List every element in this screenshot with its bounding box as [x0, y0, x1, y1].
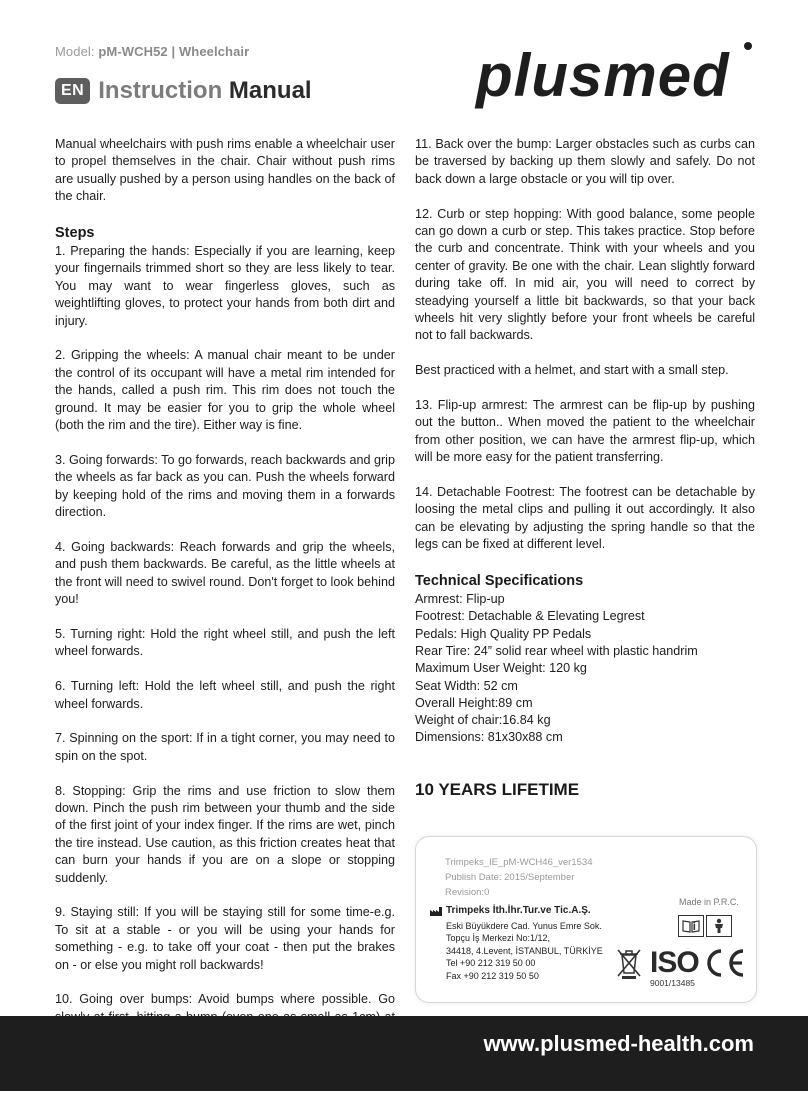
symbols-row	[678, 915, 734, 937]
language-badge: EN	[55, 78, 90, 104]
spec-item: Seat Width: 52 cm	[415, 678, 518, 693]
right-column	[415, 136, 755, 798]
logo-text: plusmed	[476, 42, 730, 109]
step-paragraph: 7. Spinning on the sport: If in a tight corner, you may need to spin on the spot.	[55, 731, 395, 763]
title-light: Instruction	[98, 77, 223, 104]
intro-paragraph: Manual wheelchairs with push rims enable a wheelchair user to propel themselves in the chair. Chair without push rims are usually pushed by a person using handles on the back of the chair.	[55, 137, 395, 204]
step-paragraph: 6. Turning left: Hold the left wheel still, and push the right wheel forwards.	[55, 679, 395, 711]
spec-item: Overall Height:89 cm	[415, 695, 533, 710]
model-type: Wheelchair	[178, 44, 250, 59]
phone-line: Tel +90 212 319 50 00	[446, 958, 536, 969]
step-paragraph: 5. Turning right: Hold the right wheel still, and push the left wheel forwards.	[55, 626, 395, 659]
left-column	[55, 136, 395, 1096]
patient-icon	[706, 915, 732, 937]
spec-item: Footrest: Detachable & Elevating Legrest	[415, 609, 645, 624]
step-paragraph: 13. Flip-up armrest: The armrest can be flip-up by pushing out the button.. When moved the patient to the wheelchair from other position, we can have the armrest flip-up, which will be more easy for the patient transferring.	[415, 398, 755, 465]
plusmed-logo	[468, 38, 768, 118]
footer-bar	[0, 1016, 808, 1091]
address-line: 34418, 4.Levent, İSTANBUL, TÜRKİYE	[446, 945, 603, 956]
model-code: pM-WCH52	[98, 44, 168, 59]
address-line: Topçu İş Merkezi No:1/12,	[446, 933, 551, 944]
iso-mark: ISO	[650, 946, 699, 979]
spec-item: Rear Tire: 24” solid rear wheel with plastic handrim	[415, 643, 698, 658]
step-paragraph: 1. Preparing the hands: Especially if you are learning, keep your fingernails trimmed short so they are less likely to tear. You may want to wear fingerless gloves, such as weightlifting gloves, to protect your hands from both dirt and injury.	[55, 244, 395, 328]
document-meta	[445, 855, 592, 900]
step-paragraph: 10. Going over bumps: Avoid bumps where possible. Go	[55, 992, 395, 1007]
model-line	[55, 44, 249, 59]
step-paragraph: 9. Staying still: If you will be staying still for some time-e.g. To sit at a stable - or you will be using your hands for something - e.g. to take off your coat - then put the brakes on - or else you might roll backwards!	[55, 905, 395, 972]
model-label: Model:	[55, 44, 95, 59]
manufacturer-info-box	[415, 836, 757, 1003]
spec-item: Dimensions: 81x30x88 cm	[415, 730, 563, 745]
spec-item: Armrest: Flip-up	[415, 592, 505, 607]
certification-row	[616, 943, 745, 983]
document-title	[55, 76, 312, 106]
step-paragraph: 2. Gripping the wheels: A manual chair meant to be under the control of its occupant will have a metal rim intended for the hands, called a push rim. This rim does not touch the ground. It may be easier for you to grip the whole wheel (both the rim and the tire). Either way is fine.	[55, 348, 395, 433]
made-in: Made in P.R.C.	[679, 897, 739, 907]
step-paragraph: 3. Going forwards: To go forwards, reach backwards and grip the wheels as far back as you can. Push the wheels forward by keeping hold of the rims and moving them in a forwards direction.	[55, 452, 395, 520]
website-link[interactable]: www.plusmed-health.com	[483, 1031, 754, 1056]
weee-bin-icon	[616, 947, 642, 979]
step-paragraph: 12. Curb or step hopping: With good balance, some people can go down a curb or step. This takes practice. Stop before the curb and concentrate. Think with your wheels and you center of gravity. Be one with the chair. Lean slightly forward during take off. In mid air, you will need to correct by steadying yourself a little bit backwards, so that your back wheels hit very slightly before your front wheels be careful not to fall backwards.	[415, 206, 755, 343]
spec-item: Maximum User Weight: 120 kg	[415, 661, 587, 676]
manufacturer-address	[430, 905, 603, 983]
document-id: Trimpeks_IE_pM-WCH46_ver1534	[445, 857, 593, 868]
spec-item: Weight of chair:16.84 kg	[415, 713, 551, 728]
spec-list	[415, 591, 755, 747]
model-separator: |	[171, 44, 176, 59]
publish-date: Publish Date: 2015/September	[445, 872, 575, 883]
fax-line: Fax +90 212 319 50 50	[446, 970, 539, 981]
step-paragraph: 14. Detachable Footrest: The footrest can be detachable by loosing the metal clips and pulling it out accordingly. It also can be elevating by adjusting the spring handle so that the legs can be fixed at different level.	[415, 485, 755, 552]
ce-mark-icon	[701, 948, 745, 978]
specs-heading: Technical Specifications	[415, 573, 584, 590]
spec-item: Pedals: High Quality PP Pedals	[415, 626, 592, 641]
company-name: Trimpeks İth.İhr.Tur.ve Tic.A.Ş.	[446, 905, 591, 916]
steps-heading: Steps	[55, 225, 95, 242]
factory-icon	[430, 907, 442, 916]
title-dark: Manual	[228, 77, 312, 104]
page-title	[98, 77, 311, 105]
step-paragraph: 8. Stopping: Grip the rims and use friction to slow them down. Pinch the push rim between your thumb and the side of the first joint of your index finger. If the rims are wet, pinch the tire instead. Use caution, as this friction creates heat that can burn your hands if you are on a slope or stopping suddenly.	[55, 783, 395, 885]
logo-dot-icon	[744, 42, 752, 50]
instructions-icon	[678, 915, 704, 937]
step-paragraph: 11. Back over the bump: Larger obstacles such as curbs can be traversed by backing up them slowly and safely. Do not back down a large obstacle or you will tip over.	[415, 137, 755, 186]
step-paragraph: 4. Going backwards: Reach forwards and grip the wheels, and push them backwards. Be careful, as the little wheels at the front will need to swivel round. Don't forget to look behind you!	[55, 539, 395, 607]
iso-certificate-number: 9001/13485	[650, 978, 695, 988]
step-paragraph: Best practiced with a helmet, and start with a small step.	[415, 363, 729, 378]
lifetime-heading: 10 YEARS LIFETIME	[415, 779, 580, 799]
address-line: Eski Büyükdere Cad. Yunus Emre Sok.	[446, 920, 602, 931]
revision: Revision:0	[445, 887, 490, 898]
